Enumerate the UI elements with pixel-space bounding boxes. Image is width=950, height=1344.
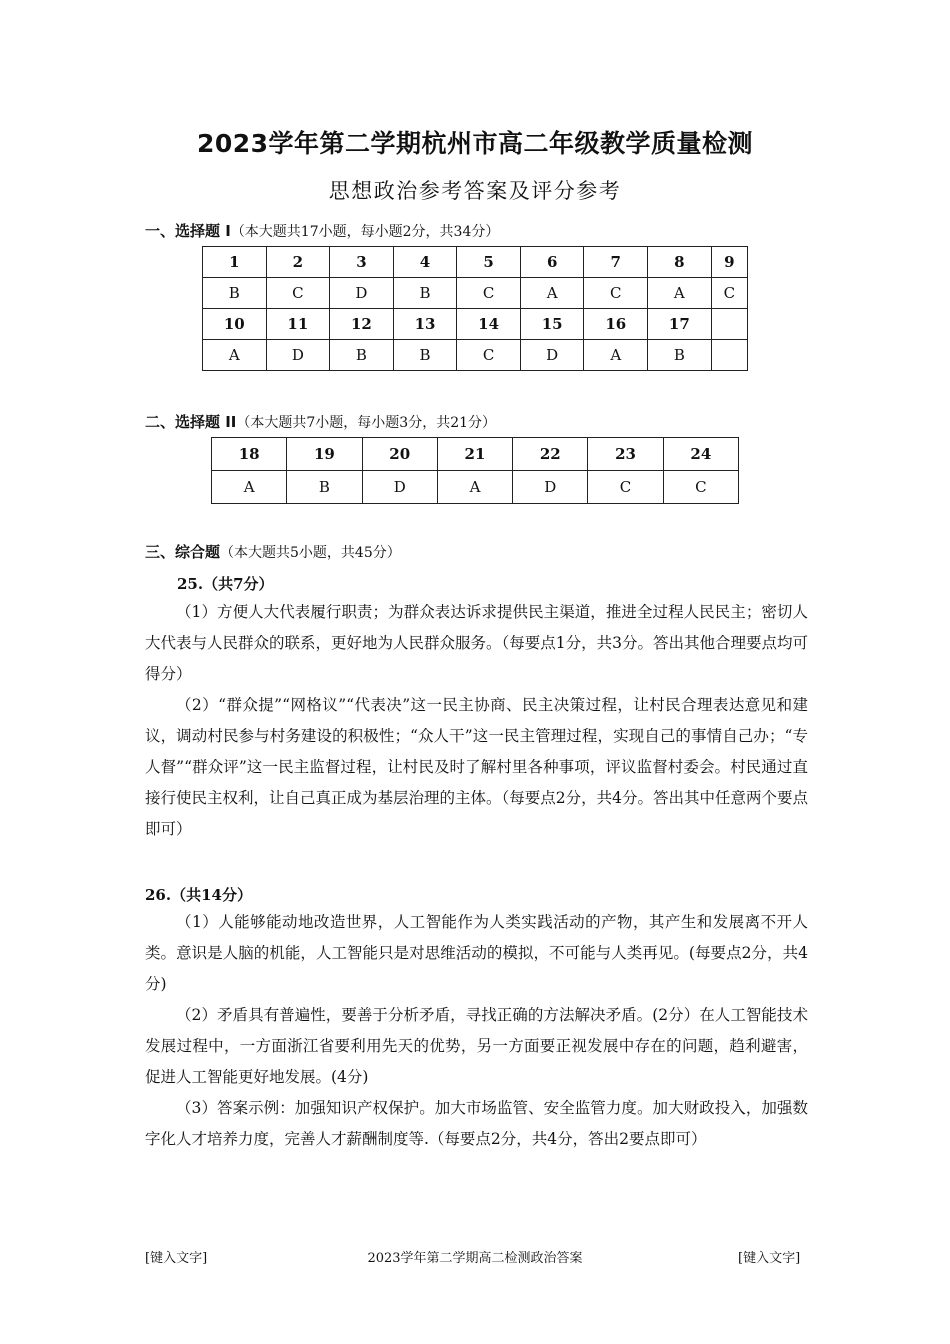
answer-cell: B — [393, 340, 457, 371]
q26-part1: （1）人能够能动地改造世界，人工智能作为人类实践活动的产物，其产生和发展离不开人类。意识是人脑的机能，人工智能只是对思维活动的模拟，不可能与人类再见。(每要点2分，共4分) — [145, 913, 808, 993]
page-title: 2023学年第二学期杭州市高二年级教学质量检测 — [196, 129, 754, 158]
section2-heading — [145, 411, 496, 432]
question-number-cell: 11 — [266, 309, 330, 340]
section2-note: （本大题共7小题，每小题3分，共21分） — [236, 415, 497, 431]
question-number-cell: 23 — [588, 438, 663, 471]
question-number-cell: 8 — [648, 247, 712, 278]
answer-cell: B — [203, 278, 267, 309]
q25-answer — [145, 597, 808, 845]
page-subtitle: 思想政治参考答案及评分参考 — [328, 179, 622, 203]
answer-cell: C — [457, 340, 521, 371]
question-number-cell: 21 — [437, 438, 512, 471]
question-number-cell: 6 — [520, 247, 584, 278]
answer-table-1 — [202, 246, 748, 371]
answer-cell: D — [513, 471, 588, 504]
question-number-cell: 22 — [513, 438, 588, 471]
answer-cell: C — [663, 471, 738, 504]
answer-cell: A — [648, 278, 712, 309]
answer-cell: C — [457, 278, 521, 309]
question-number-cell: 9 — [711, 247, 747, 278]
question-number-cell: 17 — [648, 309, 712, 340]
answer-cell: A — [437, 471, 512, 504]
table-row — [212, 438, 739, 471]
question-number-cell: 14 — [457, 309, 521, 340]
answer-cell: D — [330, 278, 394, 309]
question-number-cell: 15 — [520, 309, 584, 340]
answer-cell: C — [266, 278, 330, 309]
question-number-cell: 16 — [584, 309, 648, 340]
footer-left: [键入文字] — [145, 1251, 208, 1266]
answer-cell: B — [287, 471, 362, 504]
q25-part1: （1）方便人大代表履行职责；为群众表达诉求提供民主渠道，推进全过程人民民主；密切人大代表与人民群众的联系，更好地为人民群众服务。（每要点1分，共3分。答出其他合理要点均可得分） — [145, 603, 808, 683]
question-number-cell: 20 — [362, 438, 437, 471]
section1-note: （本大题共17小题，每小题2分，共34分） — [230, 224, 500, 240]
q25-heading: 25.（共7分） — [177, 575, 274, 593]
section3-note: （本大题共5小题，共45分） — [220, 545, 401, 561]
question-number-cell: 18 — [212, 438, 287, 471]
answer-cell — [711, 340, 747, 371]
answer-cell: C — [711, 278, 747, 309]
question-number-cell: 19 — [287, 438, 362, 471]
table-row — [212, 471, 739, 504]
q25-part2: （2）“群众提”“网格议”“代表决”这一民主协商、民主决策过程，让村民合理表达意见和建议，调动村民参与村务建设的积极性；“众人干”这一民主管理过程，实现自己的事情自己办；“专人督”“群众评”这一民主监督过程，让村民及时了解村里各种事项，评议监督村委会。村民通过直接行使民主权利，让自己真正成为基层治理的主体。（每要点2分，共4分。答出其中任意两个要点即可） — [145, 696, 808, 838]
answer-table-2 — [211, 437, 739, 504]
question-number-cell: 3 — [330, 247, 394, 278]
answer-cell: A — [203, 340, 267, 371]
answer-cell: C — [588, 471, 663, 504]
footer-center: 2023学年第二学期高二检测政治答案 — [367, 1251, 583, 1266]
footer-right: [键入文字] — [738, 1251, 801, 1266]
question-number-cell — [711, 309, 747, 340]
table-row — [203, 247, 748, 278]
section3-label: 三、综合题 — [145, 543, 221, 561]
answer-cell: C — [584, 278, 648, 309]
table-row — [203, 278, 748, 309]
q26-part2: （2）矛盾具有普遍性，要善于分析矛盾，寻找正确的方法解决矛盾。(2分）在人工智能技术发展过程中，一方面浙江省要利用先天的优势，另一方面要正视发展中存在的问题，趋利避害，促进人工智能更好地发展。(4分) — [145, 1006, 808, 1086]
question-number-cell: 1 — [203, 247, 267, 278]
answer-cell: A — [584, 340, 648, 371]
question-number-cell: 12 — [330, 309, 394, 340]
answer-cell: B — [330, 340, 394, 371]
answer-cell: D — [520, 340, 584, 371]
question-number-cell: 13 — [393, 309, 457, 340]
question-number-cell: 7 — [584, 247, 648, 278]
question-number-cell: 10 — [203, 309, 267, 340]
question-number-cell: 2 — [266, 247, 330, 278]
q26-answer — [145, 907, 808, 1155]
q26-heading: 26.（共14分） — [145, 886, 252, 904]
table-row — [203, 309, 748, 340]
answer-cell: A — [212, 471, 287, 504]
answer-cell: B — [648, 340, 712, 371]
question-number-cell: 24 — [663, 438, 738, 471]
section1-label: 一、选择题 I — [145, 222, 231, 240]
section1-heading — [145, 220, 499, 241]
section2-label: 二、选择题 II — [145, 413, 237, 431]
question-number-cell: 4 — [393, 247, 457, 278]
answer-cell: A — [520, 278, 584, 309]
answer-cell: B — [393, 278, 457, 309]
section3-heading — [145, 541, 401, 562]
q26-part3: （3）答案示例：加强知识产权保护。加大市场监管、安全监管力度。加大财政投入，加强数字化人才培养力度，完善人才薪酬制度等.（每要点2分，共4分，答出2要点即可） — [145, 1099, 808, 1148]
answer-cell: D — [266, 340, 330, 371]
answer-cell: D — [362, 471, 437, 504]
question-number-cell: 5 — [457, 247, 521, 278]
table-row — [203, 340, 748, 371]
